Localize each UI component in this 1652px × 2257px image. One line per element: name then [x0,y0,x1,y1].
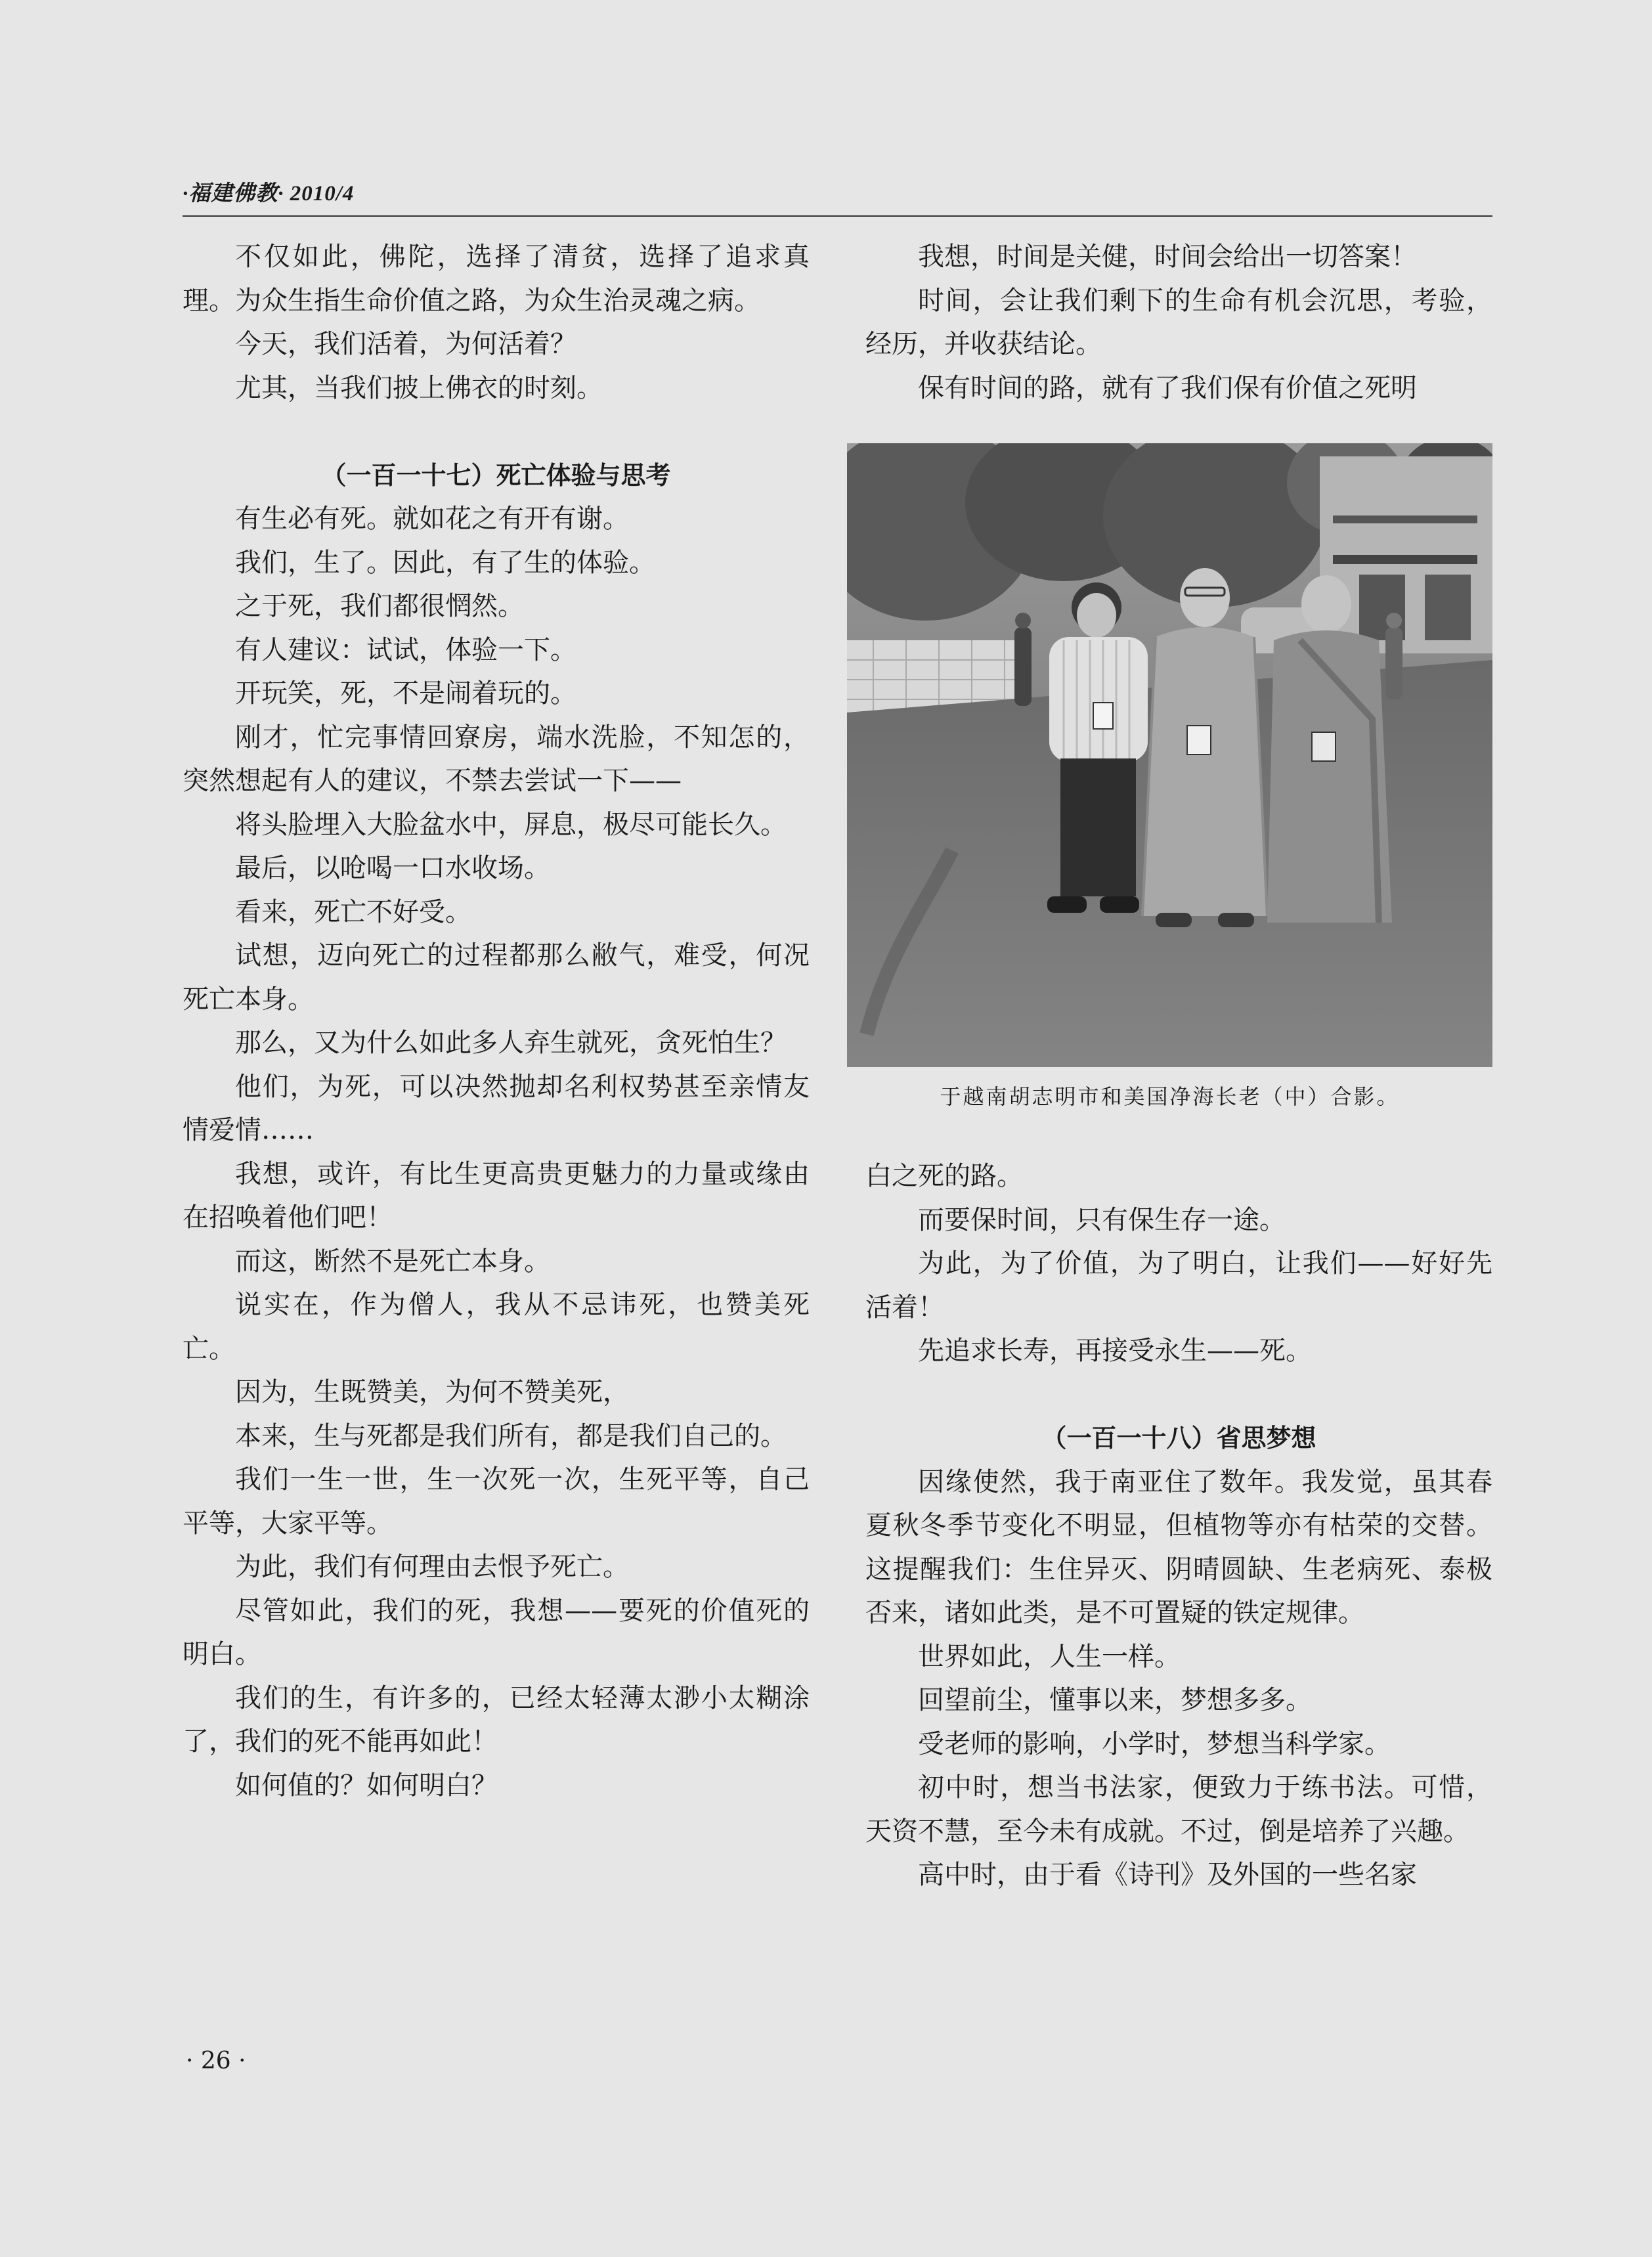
paragraph: 为此，为了价值，为了明白，让我们——好好先活着！ [865,1248,1492,1323]
left-column [183,235,810,1807]
paragraph: 因缘使然，我于南亚住了数年。我发觉，虽其春夏秋冬季节变化不明显，但植物等亦有枯荣的交替。这提醒我们：生住异灭、阴晴圆缺、生老病死、泰极否来，诸如此类，是不可置疑的铁定规律。 [865,1466,1492,1628]
section-gap [865,1373,1492,1417]
paragraph: 看来，死亡不好受。 [235,896,471,927]
paragraph: 那么，又为什么如此多人弃生就死，贪死怕生？ [235,1028,787,1058]
paragraph: 他们，为死，可以决然抛却名利权势甚至亲情友情爱情…… [183,1071,810,1145]
paragraph: 我们的生，有许多的，已经太轻薄太渺小太糊涂了，我们的死不能再如此！ [183,1682,810,1757]
paragraph: 我想，时间是关健，时间会给出一切答案！ [918,242,1417,272]
paragraph: 我想，或许，有比生更高贵更魅力的力量或缘由在招唤着他们吧！ [183,1158,810,1233]
paragraph: 我们，生了。因此，有了生的体验。 [235,547,655,578]
paragraph: 有生必有死。就如花之有开有谢。 [235,504,629,534]
paragraph: 开玩笑，死，不是闹着玩的。 [235,678,576,709]
paragraph: 有人建议：试试，体验一下。 [235,634,576,665]
paragraph: 如何值的？如何明白？ [235,1770,498,1801]
paragraph: 尽管如此，我们的死，我想——要死的价值死的明白。 [183,1595,810,1669]
paragraph-continuation: 白之死的路。 [865,1161,1023,1191]
section-title: （一百一十八）省思梦想 [1041,1424,1316,1453]
paragraph: 试想，迈向死亡的过程都那么敝气，难受，何况死亡本身。 [183,940,810,1015]
page-number: · 26 · [186,2048,246,2074]
paragraph: 保有时间的路，就有了我们保有价值之死明 [918,372,1417,403]
right-column-top [865,235,1492,410]
paragraph: 初中时，想当书法家，便致力于练书法。可惜，天资不慧，至今未有成就。不过，倒是培养了兴趣。 [865,1772,1492,1847]
paragraph: 尤其，当我们披上佛衣的时刻。 [235,372,603,403]
paragraph: 本来，生与死都是我们所有，都是我们自己的。 [235,1420,787,1451]
paragraph: 高中时，由于看《诗刊》及外国的一些名家 [918,1860,1417,1890]
paragraph: 而这，断然不是死亡本身。 [235,1246,550,1277]
header-divider [183,215,1492,217]
paragraph: 回望前尘，懂事以来，梦想多多。 [918,1685,1312,1715]
paragraph: 时间，会让我们剩下的生命有机会沉思，考验，经历，并收获结论。 [865,285,1492,359]
paragraph: 先追求长寿，再接受永生——死。 [918,1336,1312,1366]
paragraph: 不仅如此，佛陀，选择了清贫，选择了追求真理。为众生指生命价值之路，为众生治灵魂之病。 [183,242,810,316]
paragraph: 我们一生一世，生一次死一次，生死平等，自己平等，大家平等。 [183,1464,810,1539]
section-title: （一百一十七）死亡体验与思考 [321,460,671,490]
right-column-bottom [865,1154,1492,1897]
paragraph: 刚才，忙完事情回寮房，端水洗脸，不知怎的，突然想起有人的建议，不禁去尝试一下—— [183,722,810,796]
paragraph: 最后，以呛喝一口水收场。 [235,853,550,883]
running-header: ·福建佛教· 2010/4 [183,182,355,206]
paragraph: 将头脸埋入大脸盆水中，屏息，极尽可能长久。 [235,809,787,840]
section-gap [183,410,810,454]
photo-caption: 于越南胡志明市和美国净海长老（中）合影。 [940,1084,1400,1109]
paragraph: 今天，我们活着，为何活着？ [235,329,576,359]
paragraph: 而要保时间，只有保生存一途。 [918,1204,1286,1235]
paragraph: 说实在，作为僧人，我从不忌讳死，也赞美死亡。 [183,1290,810,1364]
paragraph: 世界如此，人生一样。 [918,1641,1181,1672]
paragraph: 为此，我们有何理由去恨予死亡。 [235,1552,629,1582]
paragraph: 因为，生既赞美，为何不赞美死， [235,1377,629,1407]
paragraph: 之于死，我们都很惘然。 [235,591,524,621]
group-photo [847,443,1492,1067]
paragraph: 受老师的影响，小学时，梦想当科学家。 [918,1728,1391,1759]
